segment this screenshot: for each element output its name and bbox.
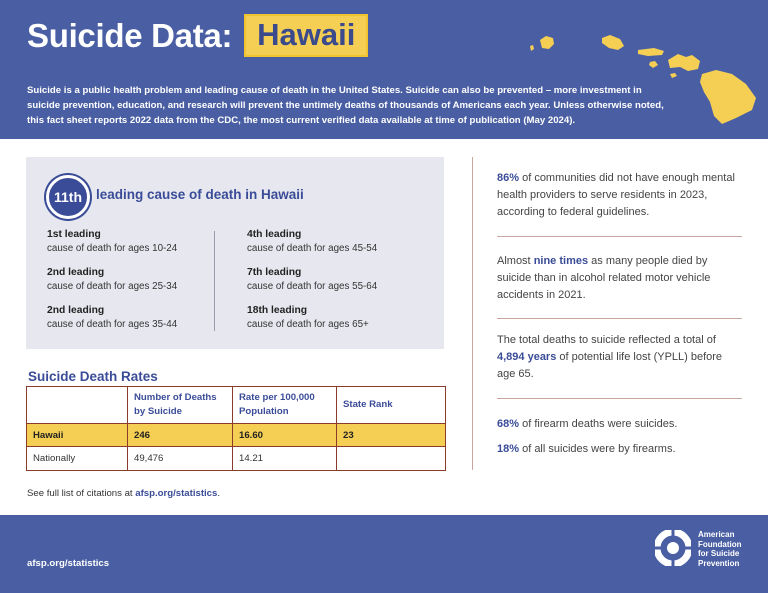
island-molokai — [638, 48, 664, 56]
title-row — [27, 14, 368, 57]
row-rate: 16.60 — [233, 424, 337, 447]
island-big-island — [700, 70, 756, 124]
table-row — [27, 447, 446, 471]
afsp-lifebuoy-logo-icon — [655, 530, 691, 566]
list-item: 4th leading cause of death for ages 45-54 — [247, 229, 378, 254]
footer-link[interactable]: afsp.org/statistics — [27, 558, 110, 569]
fact-divider — [497, 236, 742, 237]
list-item: 2nd leading cause of death for ages 25-34 — [47, 267, 178, 292]
rank-label: leading cause of death in Hawaii — [96, 187, 304, 202]
page-title: Suicide Data: — [27, 16, 233, 54]
fact-ypll: The total deaths to suicide reflected a total of 4,894 years of potential life lost (YPLL) before age 65. — [497, 334, 723, 380]
table-row — [27, 424, 446, 447]
suicide-death-rates-table — [26, 386, 446, 471]
leading-cause-card — [26, 157, 444, 349]
leading-column-left — [47, 229, 177, 343]
header-banner — [0, 0, 768, 139]
fact-divider — [497, 398, 742, 399]
list-item: 7th leading cause of death for ages 55-64 — [247, 267, 378, 292]
footer-banner — [0, 515, 768, 593]
island-oahu — [602, 35, 624, 50]
table-header-rate: Rate per 100,000 Population — [233, 387, 337, 424]
leading-column-right — [247, 229, 377, 343]
intro-paragraph: Suicide is a public health problem and leading cause of death in the United States. Suicide can also be prevented – more investment in suicide prevention, education, and research will prevent the untimely deaths of thousands of Americans each year. Unless otherwise noted, this fact sheet reports 2022 data from the CDC, the most current verified data available at time of publication (May 2024). — [27, 85, 664, 126]
list-item: 18th leading cause of death for ages 65+ — [247, 305, 369, 330]
citation-note: See full list of citations at afsp.org/statistics. — [27, 488, 221, 499]
list-item: 1st leading cause of death for ages 10-24 — [47, 229, 178, 254]
citation-link[interactable]: afsp.org/statistics — [135, 488, 218, 499]
row-rank: 23 — [337, 424, 446, 447]
vertical-divider — [472, 157, 473, 470]
row-label: Nationally — [27, 447, 128, 471]
fact-divider — [497, 318, 742, 319]
rates-section-title: Suicide Death Rates — [28, 369, 158, 384]
table-header-row — [27, 387, 446, 424]
table-header-rank: State Rank — [337, 387, 446, 424]
list-item: 2nd leading cause of death for ages 35-44 — [47, 305, 178, 330]
table-header-deaths: Number of Deaths by Suicide — [128, 387, 233, 424]
fact-firearm-deaths: 68% of firearm deaths were suicides. — [497, 418, 678, 430]
fact-nine-times: Almost nine times as many people died by suicide than in alcohol related motor vehicle accidents in 2021. — [497, 255, 711, 301]
rank-badge: 11th — [46, 175, 90, 219]
row-rank — [337, 447, 446, 471]
island-lanai — [649, 61, 658, 68]
afsp-logo-text: American Foundation for Suicide Prevention — [698, 530, 742, 568]
column-divider — [214, 231, 215, 331]
island-kauai — [540, 36, 554, 49]
table-header-empty — [27, 387, 128, 424]
island-niihau — [530, 45, 534, 51]
fact-firearm-suicides: 18% of all suicides were by firearms. — [497, 443, 676, 455]
island-kahoolawe — [670, 73, 677, 78]
hawaii-islands-map-icon — [520, 22, 760, 127]
row-rate: 14.21 — [233, 447, 337, 471]
fact-providers: 86% of communities did not have enough mental health providers to serve residents in 2023, according to federal guidelines. — [497, 172, 735, 218]
island-maui — [668, 54, 700, 71]
row-deaths: 49,476 — [128, 447, 233, 471]
row-deaths: 246 — [128, 424, 233, 447]
row-label: Hawaii — [27, 424, 128, 447]
state-name-badge: Hawaii — [244, 14, 368, 57]
